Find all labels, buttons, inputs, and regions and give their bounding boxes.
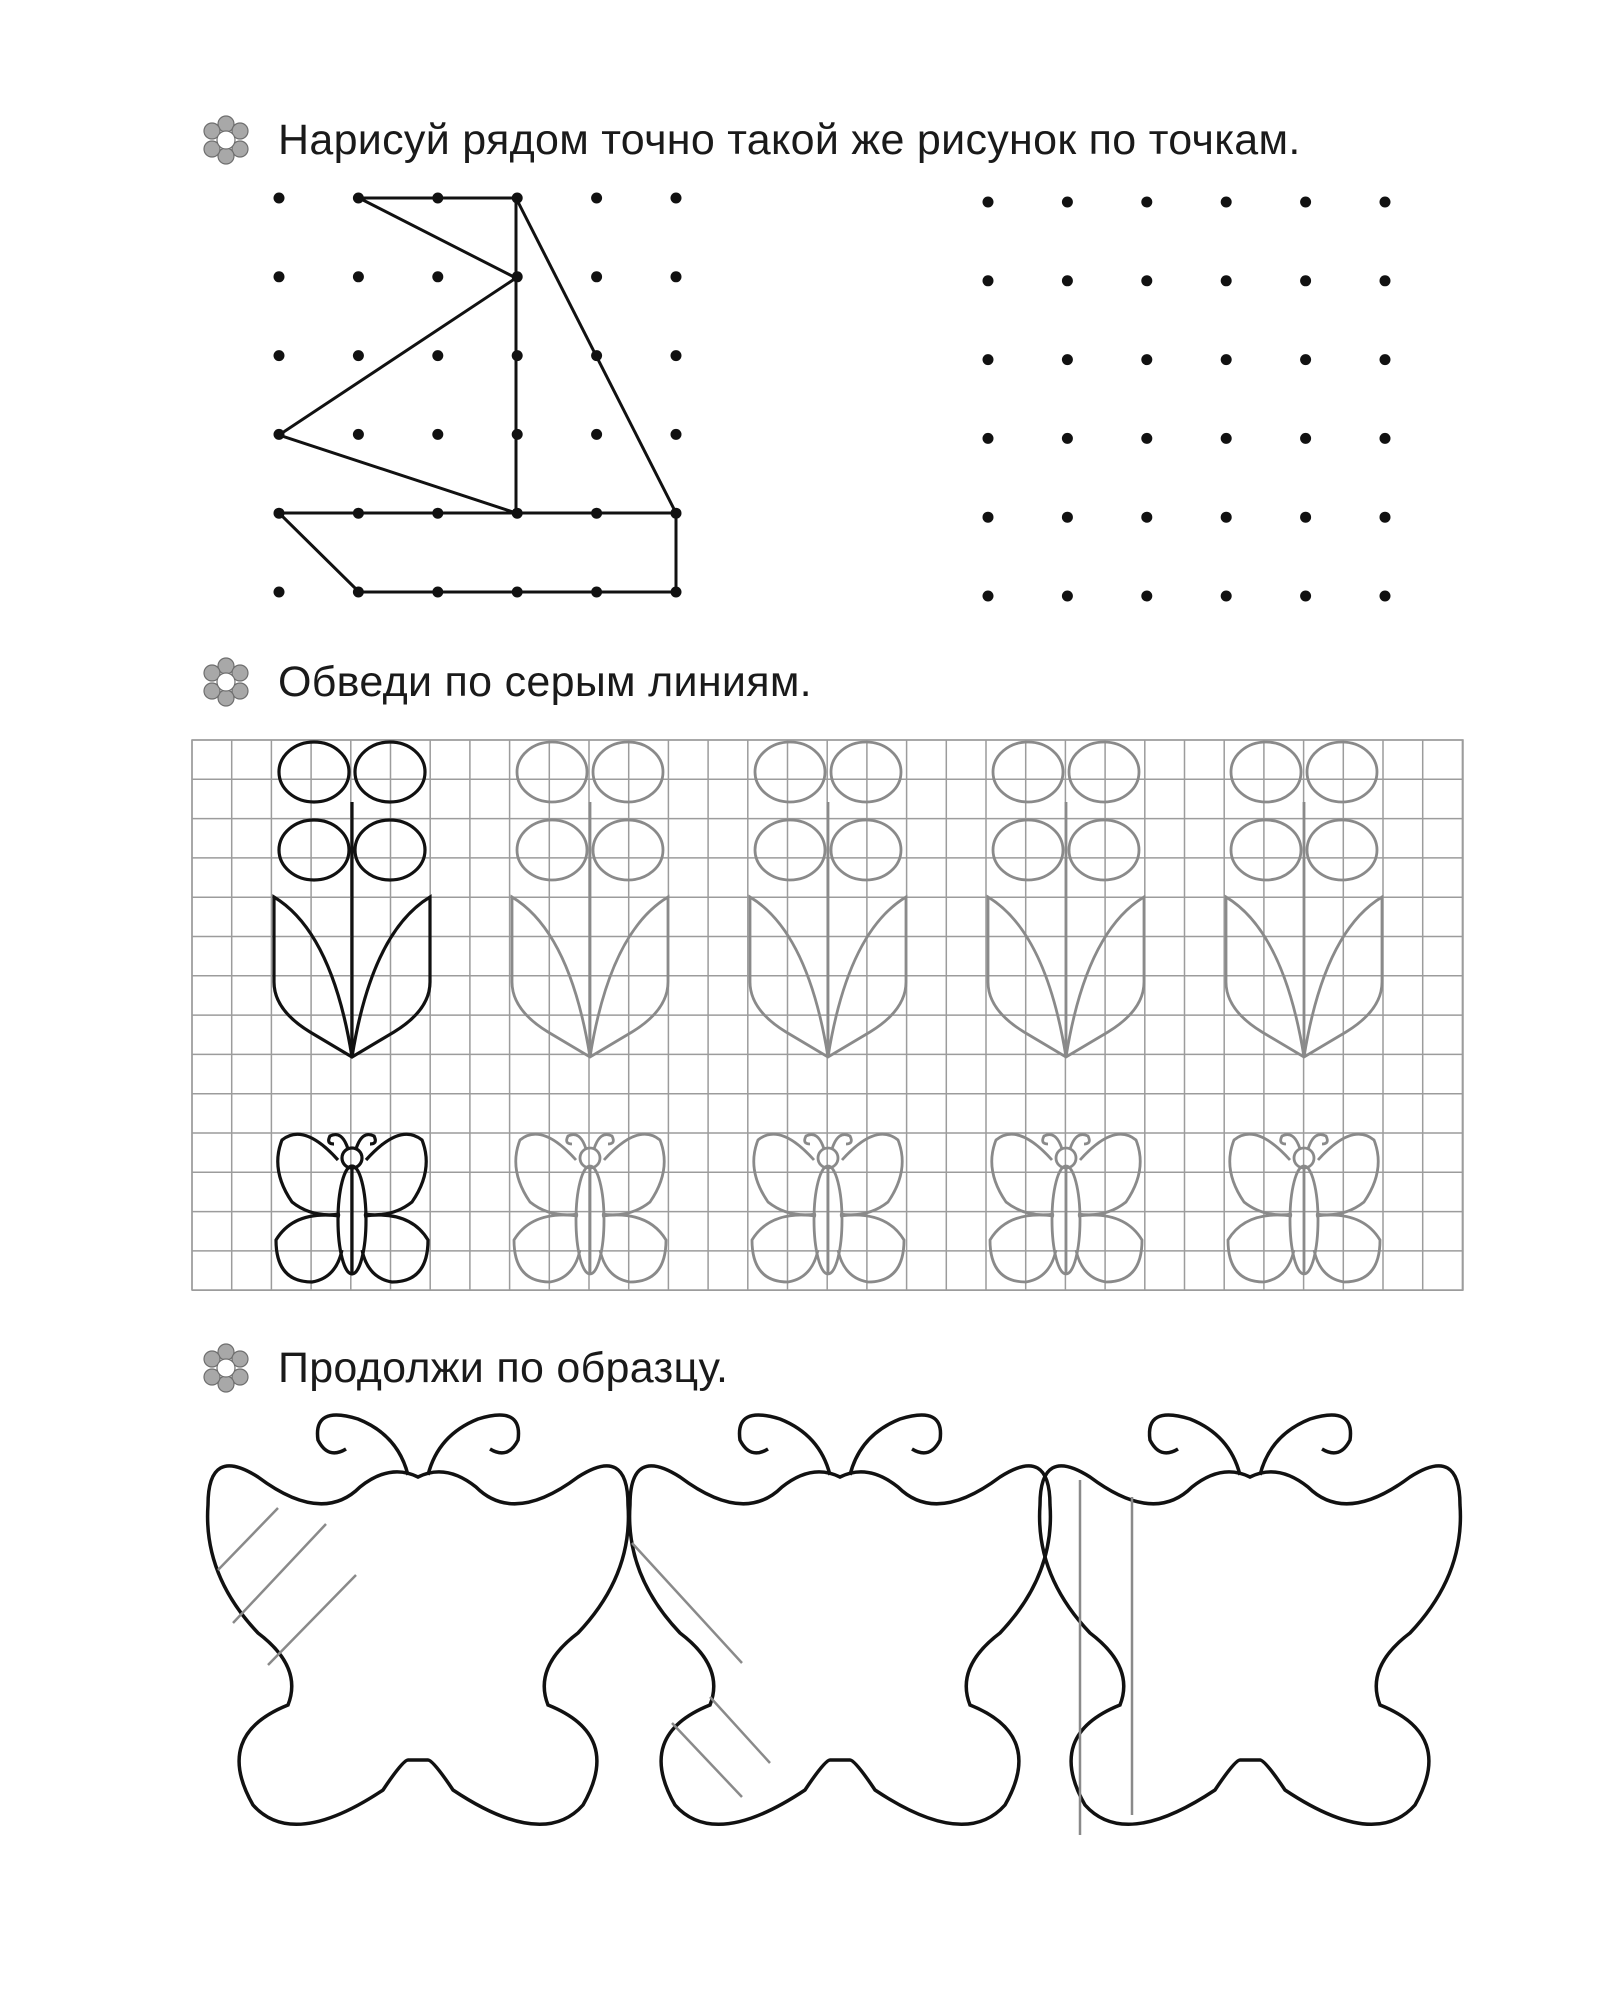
sample-stripes [218,1508,356,1665]
task1-instruction: Нарисуй рядом точно такой же рисунок по точкам. [278,115,1301,164]
sample-stripes [632,1543,770,1797]
butterfly-diagonal-left [630,1415,1051,1824]
task3-instruction: Продолжи по образцу. [278,1343,729,1392]
butterfly-vertical [1040,1415,1461,1835]
task2-instruction: Обведи по серым линиям. [278,657,812,706]
sample-stripes [1080,1480,1132,1835]
butterfly-diagonal-right [208,1415,629,1824]
